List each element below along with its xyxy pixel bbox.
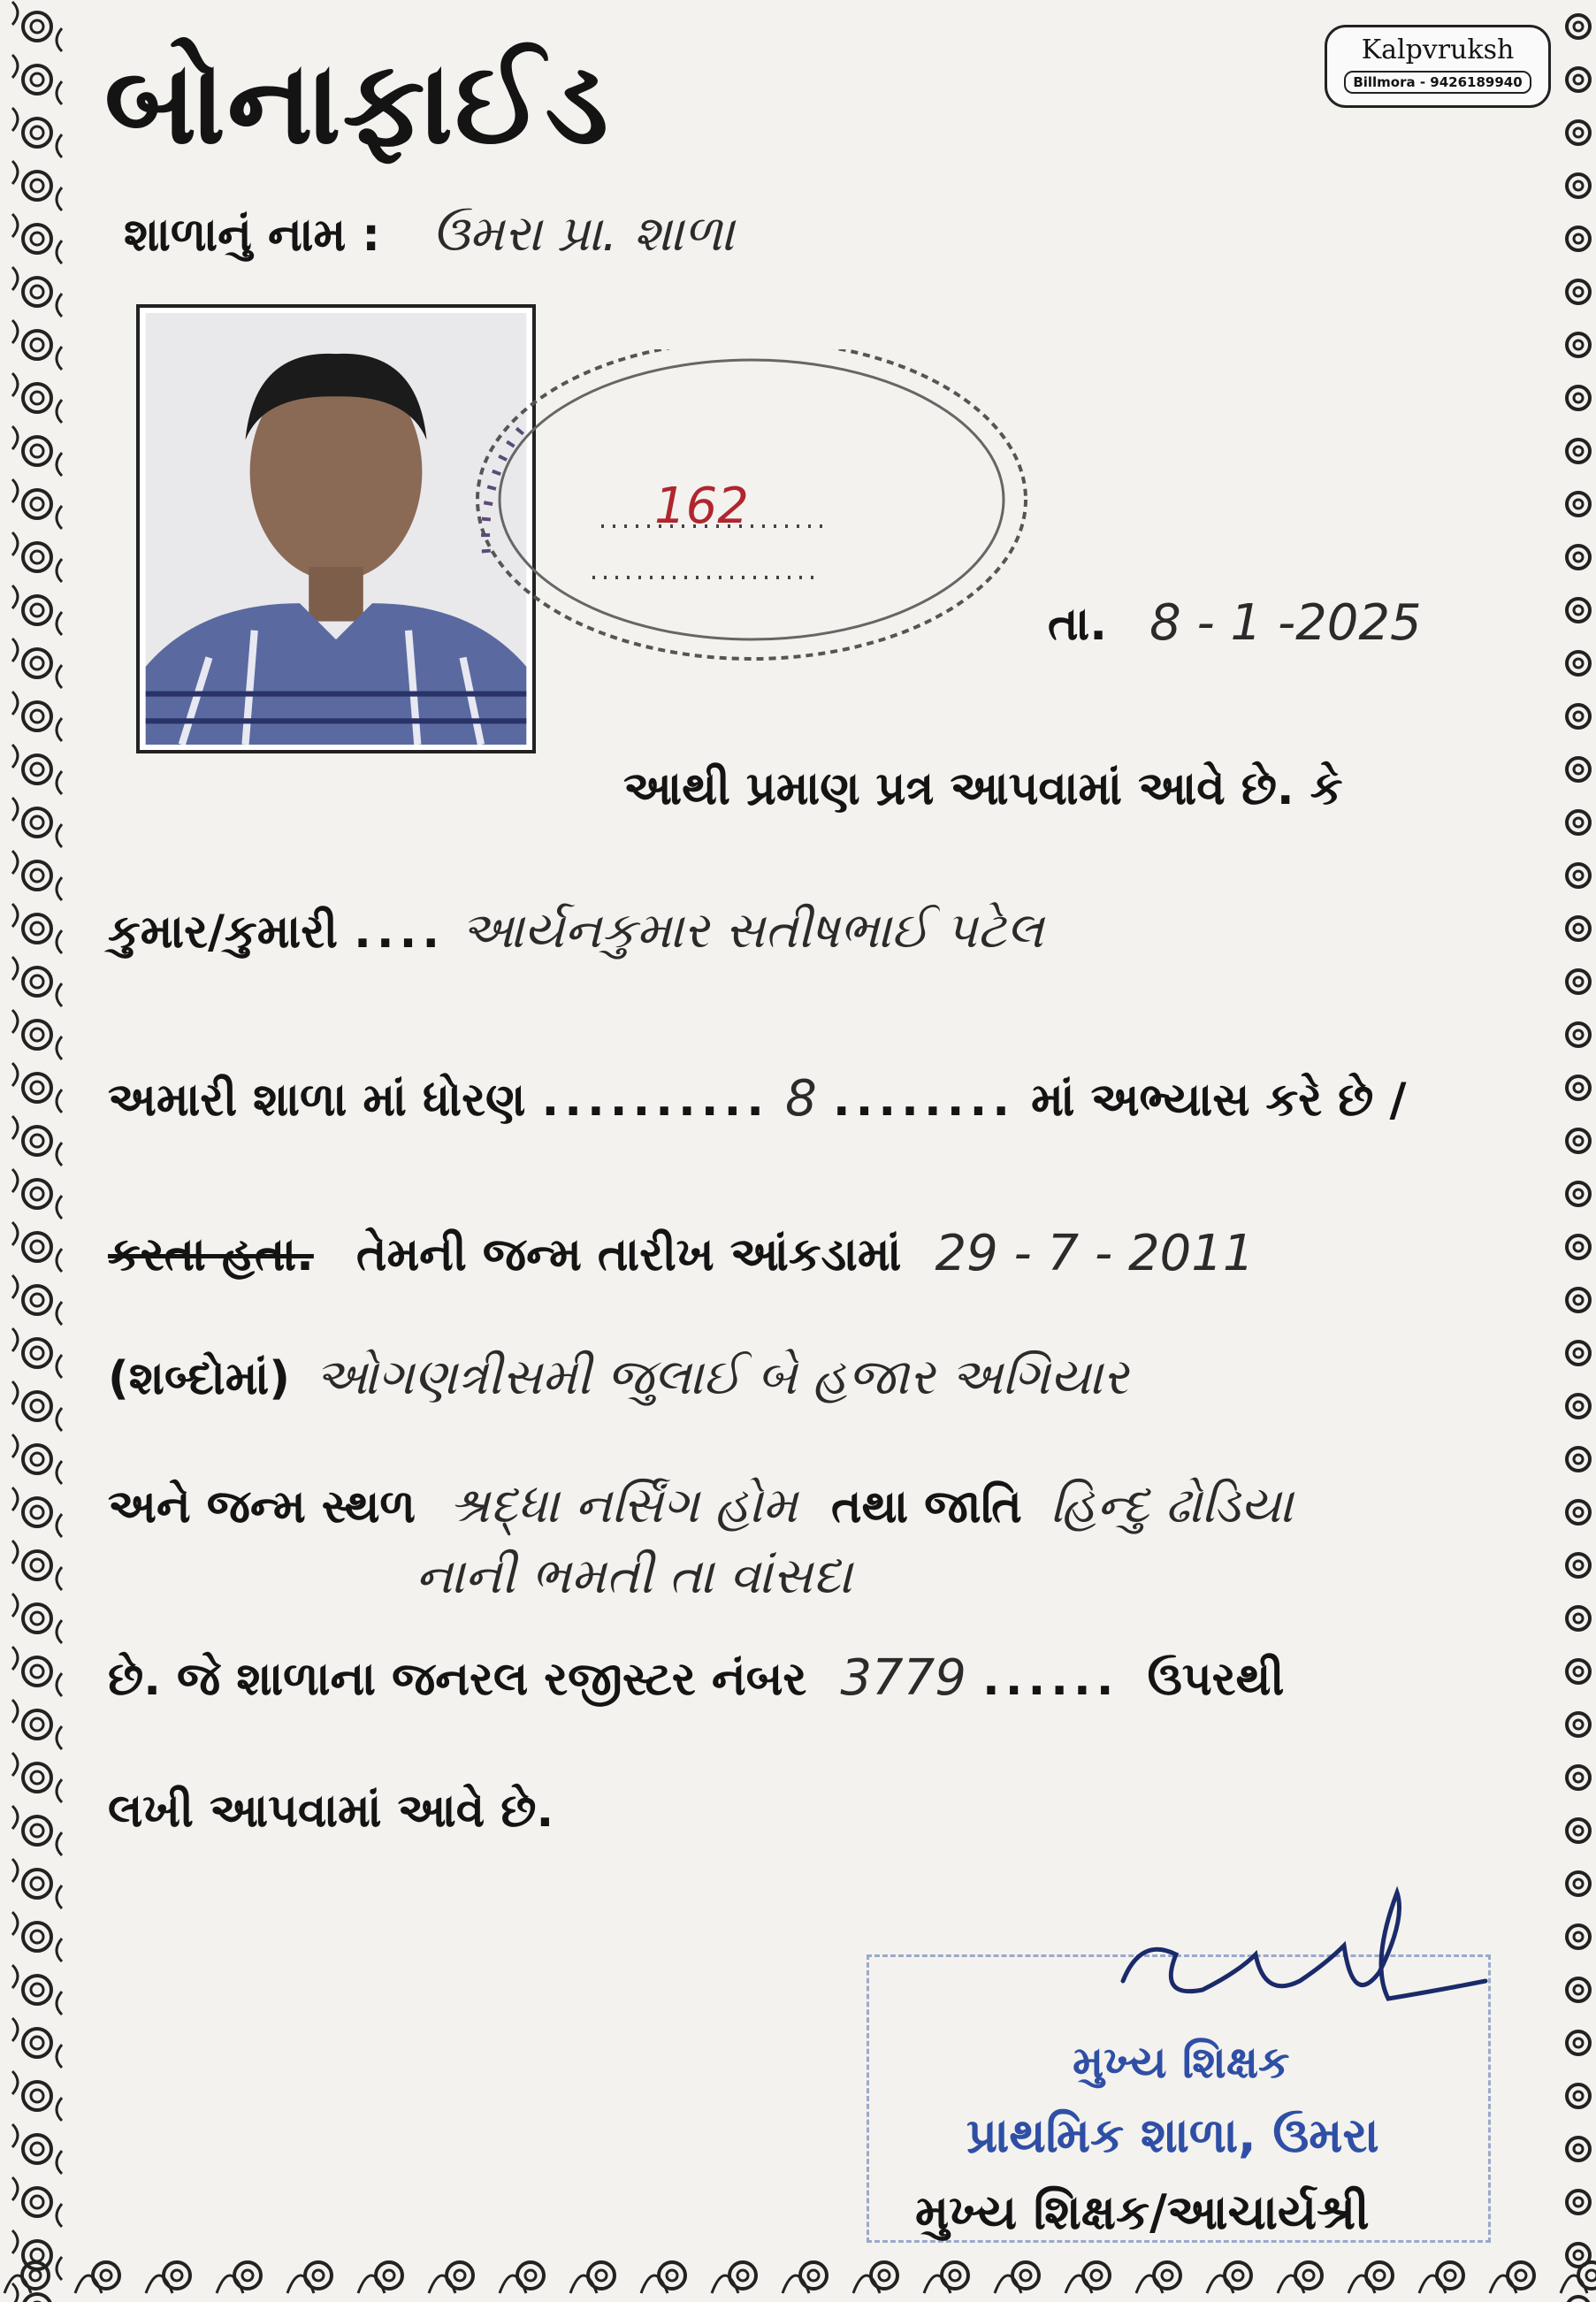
birth-place-row (108, 1477, 1293, 1535)
closing-statement: લખી આપવામાં આવે છે. (108, 1785, 554, 1838)
date-label: તા. (1048, 598, 1107, 651)
student-name-label: કુમાર/કુમારી (108, 906, 338, 959)
date-row (1048, 594, 1422, 652)
school-name-value: ઉમરા પ્રા. શાળા (431, 205, 735, 263)
standard-value: 8 (785, 1070, 817, 1128)
dob-struck-label: કરતા હતા. (108, 1228, 314, 1281)
decorative-border-left (5, 0, 69, 2302)
dob-figures-value: 29 - 7 - 2011 (935, 1225, 1255, 1282)
caste-value: હિન્દુ ઢોડિયા (1050, 1477, 1294, 1534)
printer-brand-badge (1325, 25, 1551, 108)
decorative-border-right (1557, 0, 1596, 2302)
brand-name: Kalpvruksh (1361, 34, 1515, 65)
date-value: 8 - 1 -2025 (1149, 594, 1422, 652)
standard-label: અમારી શાળા માં ધોરણ (108, 1074, 526, 1127)
birth-place-value: શ્રદ્ધા નર્સિંગ હોમ (449, 1477, 798, 1534)
decorative-border-bottom (0, 2240, 1596, 2302)
standard-row: અમારી શાળા માં ધોરણ .......... 8 ........ માં અભ્યાસ કરે છે / (108, 1070, 1407, 1128)
dob-figures-row (108, 1225, 1255, 1282)
brand-subtitle: Billmora - 9426189940 (1344, 71, 1531, 94)
dob-words-value: ઓગણત્રીસમી જુલાઈ બે હજાર અગિયાર (315, 1349, 1128, 1406)
student-name-row: કુમાર/કુમારી .... આર્યનકુમાર સતીષભાઈ પટેલ (108, 902, 1044, 960)
school-name-row (124, 205, 735, 264)
dob-words-label: (શબ્દોમાં) (108, 1352, 290, 1405)
birth-place-label: અને જન્મ સ્થળ (108, 1480, 416, 1533)
register-prefix: છે. જે શાળાના જનરલ રજીસ્ટર નંબર (108, 1653, 807, 1706)
student-name-value: આર્યનકુમાર સતીષભાઈ પટેલ (461, 902, 1044, 960)
caste-label: તથા જાતિ (831, 1480, 1022, 1533)
certificate-title: બોનાફાઈડ (104, 35, 610, 170)
school-name-label: શાળાનું નામ : (124, 209, 381, 262)
handwritten-signature (1105, 1884, 1494, 2043)
register-suffix: ઉપરથી (1147, 1653, 1285, 1706)
dob-figures-label: તેમની જન્મ તારીખ આંકડામાં (355, 1228, 902, 1281)
stamp-line2: પ્રાથમિક શાળા, ઉમરા (966, 2107, 1379, 2163)
certify-statement: આથી પ્રમાણ પ્રત્ર આપવામાં આવે છે. કે (623, 762, 1343, 815)
roll-number: 162 (654, 478, 749, 535)
standard-suffix: માં અભ્યાસ કરે છે / (1031, 1074, 1407, 1127)
register-row: છે. જે શાળાના જનરલ રજીસ્ટર નંબર 3779 ...... ઉપરથી (108, 1649, 1285, 1707)
register-value: 3779 (840, 1649, 966, 1707)
stamp-line1: મુખ્ય શિક્ષક (1073, 2037, 1290, 2088)
signatory-title: મુખ્ય શિક્ષક/આચાર્યશ્રી (915, 2184, 1370, 2240)
dob-words-row (108, 1349, 1128, 1407)
birth-place-line2: નાની ભમતી તા વાંસદા (416, 1548, 852, 1605)
